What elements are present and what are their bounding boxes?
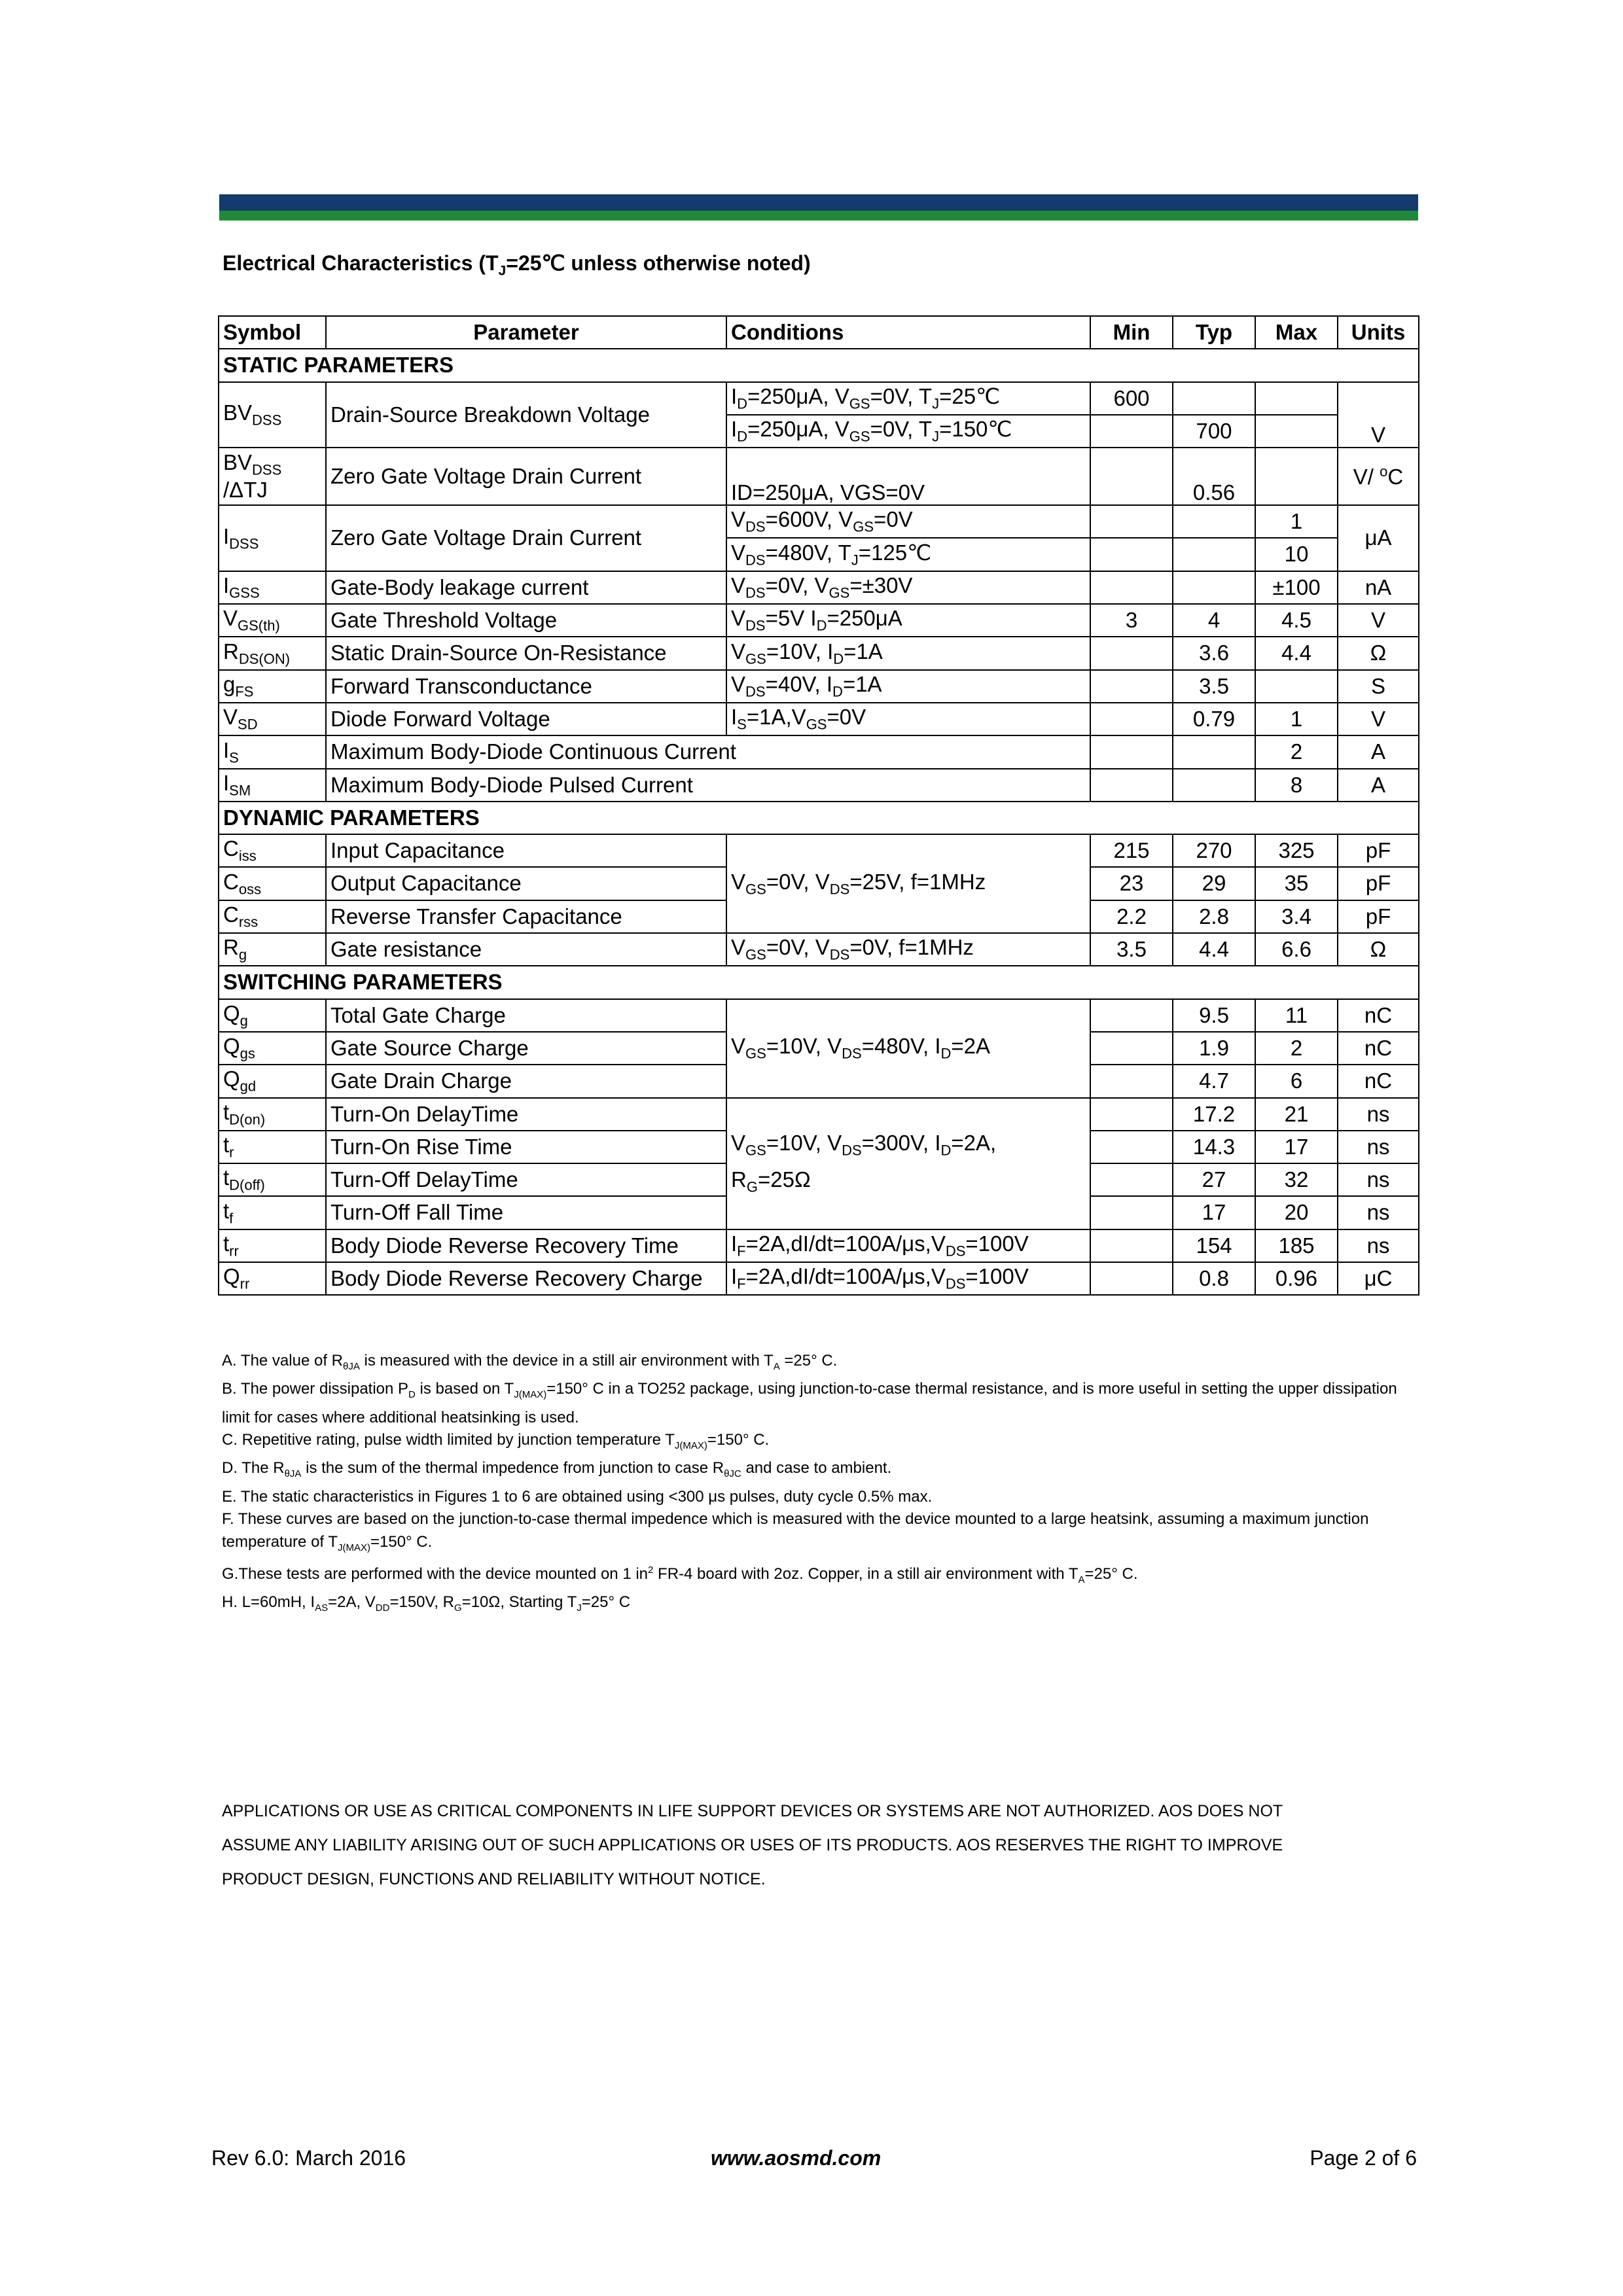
param-cell: Gate-Body leakage current xyxy=(326,571,726,604)
typ-cell: 27 xyxy=(1173,1163,1255,1196)
unit-cell: V/ $^o$C xyxy=(1338,448,1419,505)
typ-cell xyxy=(1173,571,1255,604)
cond-cell: $I_S=1A,V_{GS}=0V$ xyxy=(726,703,1090,735)
unit-cell: V xyxy=(1338,382,1419,448)
param-cell: Turn-Off DelayTime xyxy=(326,1163,726,1196)
max-cell xyxy=(1255,670,1338,703)
unit-cell: A xyxy=(1338,769,1419,802)
typ-cell: 0.8 xyxy=(1173,1262,1255,1295)
table-row xyxy=(219,505,1419,538)
max-cell: 35 xyxy=(1255,867,1338,900)
typ-cell: 4 xyxy=(1173,604,1255,637)
note-d: D. The $R_{\theta JA}$ is the sum of the thermal impedence from junction to case $R_{\theta JC}$ and case to ambient. xyxy=(222,1459,892,1480)
unit-cell: nA xyxy=(1338,571,1419,604)
param-cell: Gate Source Charge xyxy=(326,1032,726,1065)
unit-cell: A xyxy=(1338,735,1419,768)
table-row xyxy=(219,1229,1419,1262)
param-cell: Maximum Body-Diode Pulsed Current xyxy=(326,769,1090,802)
max-cell: 1 xyxy=(1255,505,1338,538)
table-row xyxy=(219,637,1419,669)
header-parameter: Parameter xyxy=(326,316,726,349)
typ-cell: 1.9 xyxy=(1173,1032,1255,1065)
typ-cell xyxy=(1173,769,1255,802)
cond-cell: $I_D=250\mu A$, $V_{GS}=0V$, $T_J=150℃$ xyxy=(726,415,1090,448)
typ-cell xyxy=(1173,735,1255,768)
unit-cell: nC xyxy=(1338,999,1419,1032)
typ-cell: 9.5 xyxy=(1173,999,1255,1032)
param-cell: Gate Drain Charge xyxy=(326,1065,726,1097)
symbol-cell: $t_f$ xyxy=(219,1196,326,1229)
symbol-cell: $R_g$ xyxy=(219,933,326,966)
typ-cell: 0.79 xyxy=(1173,703,1255,735)
table-row xyxy=(219,448,1419,505)
symbol-cell: $I_S$ xyxy=(219,735,326,768)
symbol-cell: $Q_{gs}$ xyxy=(219,1032,326,1065)
symbol-cell: $V_{GS(th)}$ xyxy=(219,604,326,637)
table-row xyxy=(219,604,1419,637)
header-symbol: Symbol xyxy=(219,316,326,349)
cond-cell: $V_{DS}=0V$, $V_{GS}=\pm 30V$ xyxy=(726,571,1090,604)
min-cell xyxy=(1090,670,1173,703)
cond-cell: $V_{GS}=10V$, $V_{DS}=300V$, $I_D=2A$, $R_G=25\Omega$ xyxy=(726,1098,1090,1229)
table-row xyxy=(219,834,1419,867)
symbol-cell: $BV_{DSS}$ xyxy=(219,382,326,448)
max-cell xyxy=(1255,382,1338,415)
unit-cell: ns xyxy=(1338,1131,1419,1163)
unit-cell: pF xyxy=(1338,900,1419,933)
param-cell: Gate Threshold Voltage xyxy=(326,604,726,637)
footer-website-link[interactable]: www.aosmd.com xyxy=(711,2146,882,2170)
symbol-cell: $g_{FS}$ xyxy=(219,670,326,703)
section-row xyxy=(219,966,1419,998)
symbol-cell: $t_{D(on)}$ xyxy=(219,1098,326,1131)
table-row xyxy=(219,1262,1419,1295)
title-sub: J xyxy=(498,263,507,279)
table-row xyxy=(219,769,1419,802)
cond-cell: $V_{DS}=40V$, $I_D=1A$ xyxy=(726,670,1090,703)
typ-cell: 154 xyxy=(1173,1229,1255,1262)
disclaimer-line: PRODUCT DESIGN, FUNCTIONS AND RELIABILITY WITHOUT NOTICE. xyxy=(222,1870,766,1888)
unit-cell: ns xyxy=(1338,1196,1419,1229)
min-cell xyxy=(1090,1131,1173,1163)
param-cell: Zero Gate Voltage Drain Current xyxy=(326,505,726,571)
table-row xyxy=(219,703,1419,735)
max-cell: 325 xyxy=(1255,834,1338,867)
min-cell: 215 xyxy=(1090,834,1173,867)
max-cell: ±100 xyxy=(1255,571,1338,604)
cond-cell: $I_F=2A,dI/dt=100A/\mu s,V_{DS}=100V$ xyxy=(726,1262,1090,1295)
max-cell: 2 xyxy=(1255,1032,1338,1065)
cond-cell: $I_F=2A,dI/dt=100A/\mu s,V_{DS}=100V$ xyxy=(726,1229,1090,1262)
cond-cell: $V_{DS}=600V$, $V_{GS}=0V$ xyxy=(726,505,1090,538)
header-bar-green xyxy=(219,211,1418,221)
param-cell: Input Capacitance xyxy=(326,834,726,867)
table-row xyxy=(219,1098,1419,1131)
param-cell: Drain-Source Breakdown Voltage xyxy=(326,382,726,448)
unit-cell: μC xyxy=(1338,1262,1419,1295)
min-cell xyxy=(1090,769,1173,802)
max-cell: 10 xyxy=(1255,538,1338,571)
min-cell xyxy=(1090,1229,1173,1262)
table-row xyxy=(219,670,1419,703)
footnotes xyxy=(222,1350,1419,1620)
typ-cell: 4.7 xyxy=(1173,1065,1255,1097)
min-cell xyxy=(1090,448,1173,505)
typ-cell xyxy=(1173,538,1255,571)
param-cell: Output Capacitance xyxy=(326,867,726,900)
min-cell: 3 xyxy=(1090,604,1173,637)
unit-cell: ns xyxy=(1338,1229,1419,1262)
header-conditions: Conditions xyxy=(726,316,1090,349)
symbol-cell: $C_{iss}$ xyxy=(219,834,326,867)
param-cell: Body Diode Reverse Recovery Time xyxy=(326,1229,726,1262)
symbol-cell: $V_{SD}$ xyxy=(219,703,326,735)
min-cell xyxy=(1090,1032,1173,1065)
max-cell: 21 xyxy=(1255,1098,1338,1131)
symbol-cell: $C_{rss}$ xyxy=(219,900,326,933)
max-cell: 32 xyxy=(1255,1163,1338,1196)
table-header-row xyxy=(219,316,1419,349)
table-row xyxy=(219,999,1419,1032)
symbol-cell: $I_{GSS}$ xyxy=(219,571,326,604)
symbol-cell: $Q_g$ xyxy=(219,999,326,1032)
page-title xyxy=(223,251,811,279)
header-min: Min xyxy=(1090,316,1173,349)
disclaimer-line: ASSUME ANY LIABILITY ARISING OUT OF SUCH APPLICATIONS OR USES OF ITS PRODUCTS. AOS RESERVES THE RIGHT TO IMPROVE xyxy=(222,1836,1283,1854)
unit-cell: V xyxy=(1338,703,1419,735)
symbol-cell: $t_{rr}$ xyxy=(219,1229,326,1262)
min-cell xyxy=(1090,1196,1173,1229)
min-cell: 3.5 xyxy=(1090,933,1173,966)
cond-cell: $V_{GS}=0V$, $V_{DS}=25V$, f=1MHz xyxy=(726,834,1090,933)
unit-cell: nC xyxy=(1338,1032,1419,1065)
min-cell: 23 xyxy=(1090,867,1173,900)
min-cell: 600 xyxy=(1090,382,1173,415)
max-cell xyxy=(1255,415,1338,448)
cond-cell: ID=250μA, VGS=0V xyxy=(726,448,1090,505)
typ-cell: 14.3 xyxy=(1173,1131,1255,1163)
note-f: F. These curves are based on the junction-to-case thermal impedence which is measured with the device mounted to a large heatsink, assuming a maximum junction temperature of $T_{J(MAX)}=150^\circ$ C. xyxy=(222,1510,1369,1553)
min-cell xyxy=(1090,538,1173,571)
note-e: E. The static characteristics in Figures 1 to 6 are obtained using <300 μs pulses, duty cycle 0.5% max. xyxy=(222,1487,933,1506)
unit-cell: V xyxy=(1338,604,1419,637)
max-cell: 17 xyxy=(1255,1131,1338,1163)
max-cell: 4.5 xyxy=(1255,604,1338,637)
typ-cell xyxy=(1173,505,1255,538)
min-cell xyxy=(1090,999,1173,1032)
unit-cell: Ω xyxy=(1338,933,1419,966)
min-cell xyxy=(1090,1065,1173,1097)
typ-cell: 3.6 xyxy=(1173,637,1255,669)
typ-cell: 700 xyxy=(1173,415,1255,448)
table-row xyxy=(219,933,1419,966)
param-cell: Zero Gate Voltage Drain Current xyxy=(326,448,726,505)
typ-cell: 4.4 xyxy=(1173,933,1255,966)
min-cell xyxy=(1090,637,1173,669)
note-c: C. Repetitive rating, pulse width limited by junction temperature $T_{J(MAX)}=150^\circ$ C. xyxy=(222,1431,770,1451)
unit-cell: μA xyxy=(1338,505,1419,571)
min-cell xyxy=(1090,1262,1173,1295)
typ-cell: 29 xyxy=(1173,867,1255,900)
cond-cell: $V_{DS}=480V$, $T_J=125℃$ xyxy=(726,538,1090,571)
min-cell: 2.2 xyxy=(1090,900,1173,933)
table-row xyxy=(219,735,1419,768)
symbol-cell: $R_{DS(ON)}$ xyxy=(219,637,326,669)
param-cell: Body Diode Reverse Recovery Charge xyxy=(326,1262,726,1295)
min-cell xyxy=(1090,735,1173,768)
cond-cell: $I_D=250\mu A$, $V_{GS}=0V$, $T_J=25℃$ xyxy=(726,382,1090,415)
typ-cell: 270 xyxy=(1173,834,1255,867)
symbol-cell: $t_r$ xyxy=(219,1131,326,1163)
table-row xyxy=(219,571,1419,604)
title-text-end: =25℃ unless otherwise noted) xyxy=(506,251,811,275)
typ-cell xyxy=(1173,382,1255,415)
typ-cell: 3.5 xyxy=(1173,670,1255,703)
max-cell: 6.6 xyxy=(1255,933,1338,966)
symbol-cell: $Q_{rr}$ xyxy=(219,1262,326,1295)
footer-page-number: Page 2 of 6 xyxy=(1310,2146,1417,2170)
symbol-cell: $I_{SM}$ xyxy=(219,769,326,802)
min-cell xyxy=(1090,505,1173,538)
unit-cell: Ω xyxy=(1338,637,1419,669)
min-cell xyxy=(1090,1098,1173,1131)
unit-cell: pF xyxy=(1338,867,1419,900)
section-static: STATIC PARAMETERS xyxy=(219,349,1419,381)
note-a: A. The value of $R_{\theta JA}$ is measured with the device in a still air environment with $T_A =25^\circ$ C. xyxy=(222,1352,838,1372)
param-cell: Maximum Body-Diode Continuous Current xyxy=(326,735,1090,768)
unit-cell: pF xyxy=(1338,834,1419,867)
disclaimer-line: APPLICATIONS OR USE AS CRITICAL COMPONENTS IN LIFE SUPPORT DEVICES OR SYSTEMS ARE NOT AUTHORIZED. AOS DOES NOT xyxy=(222,1802,1283,1820)
max-cell: 3.4 xyxy=(1255,900,1338,933)
max-cell: 0.96 xyxy=(1255,1262,1338,1295)
param-cell: Turn-On DelayTime xyxy=(326,1098,726,1131)
symbol-cell: $BV_{DSS}$ /ΔTJ xyxy=(219,448,326,505)
cond-cell: $V_{GS}=10V$, $I_D=1A$ xyxy=(726,637,1090,669)
param-cell: Total Gate Charge xyxy=(326,999,726,1032)
typ-cell: 0.56 xyxy=(1173,448,1255,505)
header-units: Units xyxy=(1338,316,1419,349)
min-cell xyxy=(1090,415,1173,448)
param-cell: Static Drain-Source On-Resistance xyxy=(326,637,726,669)
section-row xyxy=(219,802,1419,834)
cond-cell: $V_{DS}=5V$ $I_D=250\mu A$ xyxy=(726,604,1090,637)
max-cell: 11 xyxy=(1255,999,1338,1032)
param-cell: Turn-On Rise Time xyxy=(326,1131,726,1163)
param-cell: Forward Transconductance xyxy=(326,670,726,703)
symbol-cell: $I_{DSS}$ xyxy=(219,505,326,571)
min-cell xyxy=(1090,571,1173,604)
electrical-characteristics-table xyxy=(218,315,1419,1296)
max-cell: 185 xyxy=(1255,1229,1338,1262)
title-text: Electrical Characteristics (T xyxy=(223,251,499,275)
typ-cell: 2.8 xyxy=(1173,900,1255,933)
min-cell xyxy=(1090,703,1173,735)
header-max: Max xyxy=(1255,316,1338,349)
section-row xyxy=(219,349,1419,381)
note-h: H. L=60mH, $I_{AS}=2A$, $V_{DD}=150V$, $R_G=10\Omega$, Starting $T_J=25^\circ$ C xyxy=(222,1593,631,1614)
symbol-cell: $C_{oss}$ xyxy=(219,867,326,900)
unit-cell: ns xyxy=(1338,1163,1419,1196)
header-bar-blue xyxy=(219,194,1418,211)
param-cell: Gate resistance xyxy=(326,933,726,966)
symbol-cell: $t_{D(off)}$ xyxy=(219,1163,326,1196)
max-cell: 2 xyxy=(1255,735,1338,768)
footer-revision: Rev 6.0: March 2016 xyxy=(211,2146,406,2170)
disclaimer xyxy=(222,1794,1419,1896)
min-cell xyxy=(1090,1163,1173,1196)
section-dynamic: DYNAMIC PARAMETERS xyxy=(219,802,1419,834)
max-cell: 6 xyxy=(1255,1065,1338,1097)
section-switching: SWITCHING PARAMETERS xyxy=(219,966,1419,998)
symbol-cell: $Q_{gd}$ xyxy=(219,1065,326,1097)
param-cell: Turn-Off Fall Time xyxy=(326,1196,726,1229)
header-typ: Typ xyxy=(1173,316,1255,349)
max-cell: 4.4 xyxy=(1255,637,1338,669)
max-cell: 20 xyxy=(1255,1196,1338,1229)
unit-cell: S xyxy=(1338,670,1419,703)
max-cell: 8 xyxy=(1255,769,1338,802)
max-cell xyxy=(1255,448,1338,505)
cond-cell: $V_{GS}=0V$, $V_{DS}=0V$, f=1MHz xyxy=(726,933,1090,966)
param-cell: Reverse Transfer Capacitance xyxy=(326,900,726,933)
typ-cell: 17.2 xyxy=(1173,1098,1255,1131)
unit-cell: ns xyxy=(1338,1098,1419,1131)
param-cell: Diode Forward Voltage xyxy=(326,703,726,735)
typ-cell: 17 xyxy=(1173,1196,1255,1229)
max-cell: 1 xyxy=(1255,703,1338,735)
cond-cell: $V_{GS}=10V$, $V_{DS}=480V$, $I_D=2A$ xyxy=(726,999,1090,1098)
note-b: B. The power dissipation $P_D$ is based on $T_{J(MAX)}=150^\circ$ C in a TO252 package, using junction-to-case thermal resistance, and is more useful in setting the upper dissipation limit for cases where additional heatsinking is used. xyxy=(222,1380,1397,1426)
note-g: G.These tests are performed with the device mounted on 1 $in^2$ FR-4 board with 2oz. Copper, in a still air environment with $T_A=25^\circ$ C. xyxy=(222,1564,1138,1585)
table-row xyxy=(219,382,1419,415)
unit-cell: nC xyxy=(1338,1065,1419,1097)
